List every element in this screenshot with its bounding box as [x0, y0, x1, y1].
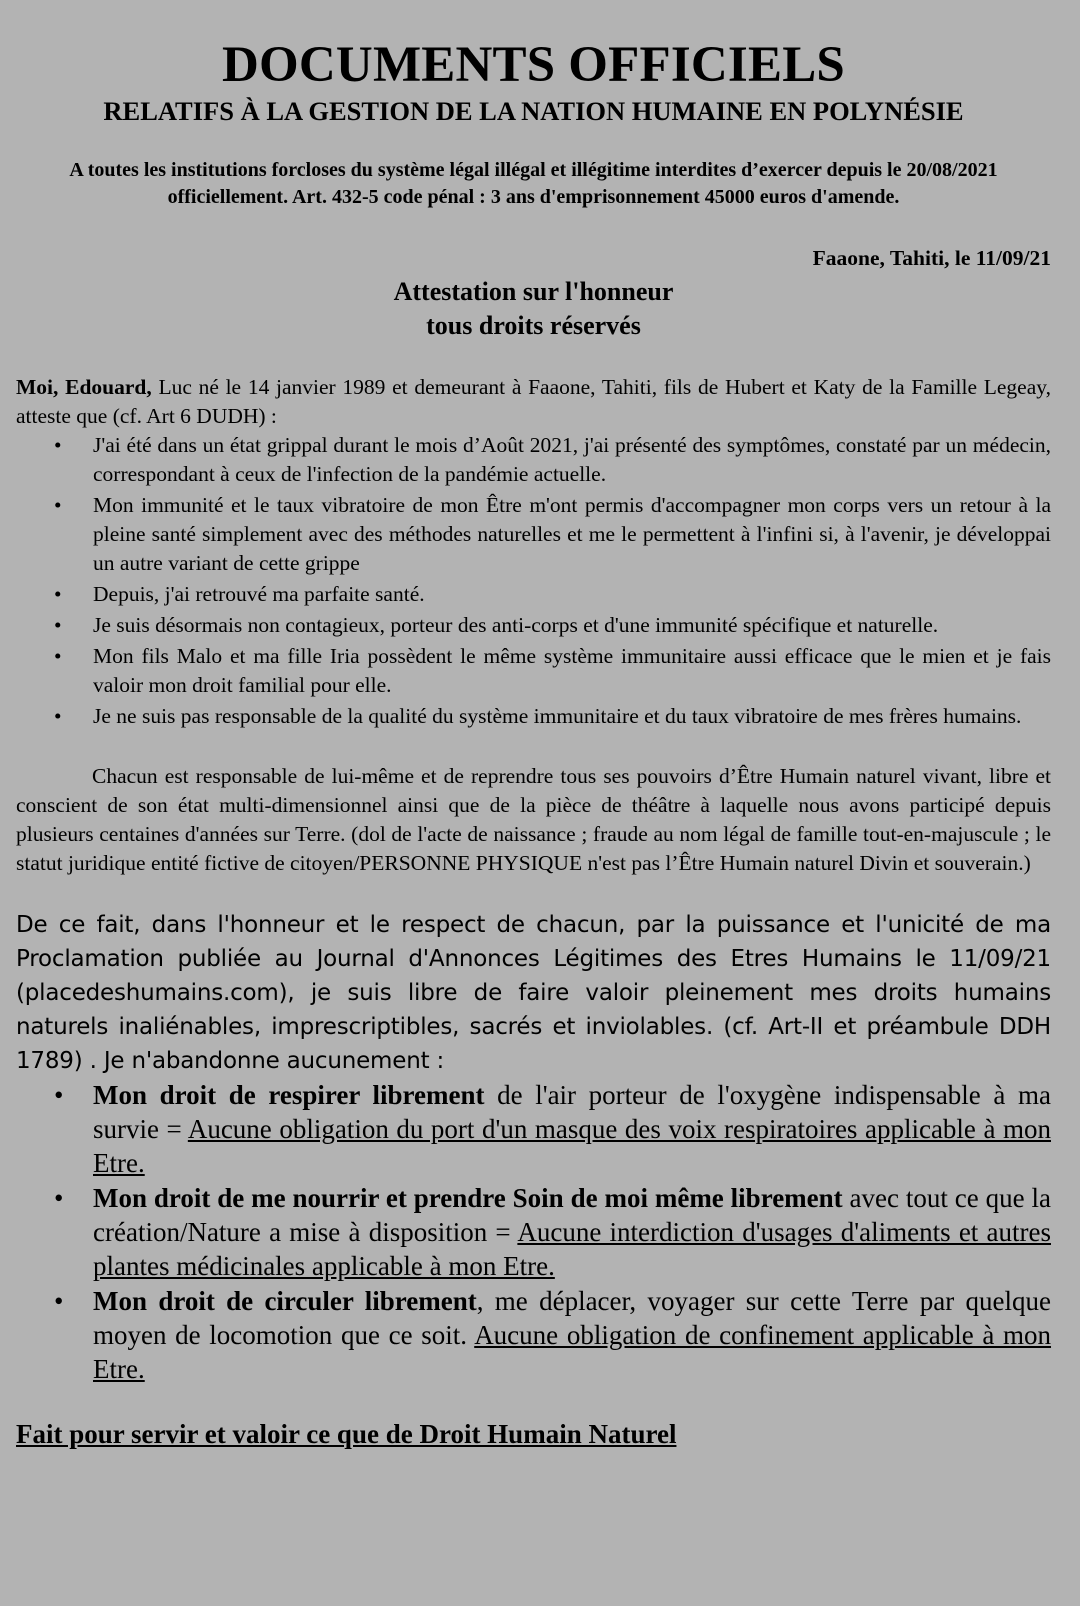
attestation-title-line1: Attestation sur l'honneur [393, 277, 674, 306]
proclamation-paragraph: De ce fait, dans l'honneur et le respect de chacun, par la puissance et l'unicité de ma Proclamation publiée au Journal d'Annonces Légitimes des Etres Humains le 11/09/21 (placedeshumains.com), je suis libre de faire valoir pleinement mes droits humains naturels inaliénables, imprescriptibles, sacrés et inviolables. (cf. Art-II et préambule DDH 1789) . Je n'abandonne aucunement : [16, 912, 1051, 1074]
bullet-icon: • [54, 1080, 64, 1110]
attestation-title-line2: tous droits réservés [426, 311, 641, 340]
right-text: de l'air porteur de l'oxygène indispensable à ma survie = [93, 1080, 1052, 1144]
bullet-icon: • [54, 582, 62, 606]
bullet-icon: • [54, 704, 62, 728]
list-item-text: Mon fils Malo et ma fille Iria possèdent le même système immunitaire aussi efficace que le mien et je fais valoir mon droit familial pour elle. [93, 644, 1051, 697]
right-text: , me déplacer, voyager sur cette Terre par quelque moyen de locomotion que ce soit. [93, 1286, 1051, 1350]
right-title: Mon droit de respirer librement [93, 1080, 485, 1110]
bullet-icon: • [54, 433, 62, 457]
list-item-text: Je ne suis pas responsable de la qualité du système immunitaire et du taux vibratoire de mes frères humains. [93, 704, 1022, 728]
declaration-list [16, 431, 1051, 731]
declaration-intro [16, 373, 1051, 431]
list-item-text: Je suis désormais non contagieux, porteur des anti-corps et d'une immunité spécifique et naturelle. [93, 613, 939, 637]
right-item-breathe [16, 1078, 1051, 1180]
bullet-icon: • [54, 1183, 64, 1213]
rights-list [16, 1078, 1051, 1386]
list-item [16, 611, 1051, 640]
notice-paragraph: A toutes les institutions forcloses du système légal illégal et illégitime interdites d’exercer depuis le 20/08/2021 officiellement. Art. 432-5 code pénal : 3 ans d'emprisonnement 45000 euros d'amende. [69, 159, 998, 208]
right-item-circulate [16, 1284, 1051, 1386]
declarant-name: Moi, Edouard, [16, 375, 152, 399]
list-item [16, 702, 1051, 731]
list-item-text: Mon immunité et le taux vibratoire de mon Être m'ont permis d'accompagner mon corps vers un retour à la pleine santé simplement avec des méthodes naturelles et me le permettent à l'infini si, à l'avenir, je développai un autre variant de cette grippe [93, 493, 1051, 575]
responsibility-paragraph: Chacun est responsable de lui-même et de reprendre tous ses pouvoirs d’Être Humain naturel vivant, libre et conscient de son état multi-dimensionnel ainsi que de la pièce de théâtre à laquelle nous avons participé depuis plusieurs centaines d'années sur Terre. (dol de l'acte de naissance ; fraude au nom légal de famille tout-en-majuscule ; le statut juridique entité fictive de citoyen/PERSONNE PHYSIQUE n'est pas l’Être Humain naturel Divin et souverain.) [16, 764, 1051, 875]
document-subtitle: RELATIFS À LA GESTION DE LA NATION HUMAINE EN POLYNÉSIE [103, 96, 964, 126]
bullet-icon: • [54, 1286, 64, 1316]
right-underlined-text: Aucune obligation de confinement applicable à mon Etre. [93, 1320, 1052, 1384]
right-underlined-text: Aucune obligation du port d'un masque des voix respiratoires applicable à mon Etre. [93, 1114, 1051, 1178]
right-underlined-text: Aucune interdiction d'usages d'aliments et autres plantes médicinales applicable à mon Etre. [93, 1217, 1051, 1281]
list-item [16, 491, 1051, 578]
right-text: avec tout ce que la création/Nature a mise à disposition = [93, 1183, 1051, 1247]
attestation-title [16, 275, 1051, 343]
closing-statement: Fait pour servir et valoir ce que de Droit Humain Naturel [16, 1419, 677, 1449]
document-title: DOCUMENTS OFFICIELS [222, 37, 845, 93]
right-item-nourish [16, 1181, 1051, 1283]
bullet-icon: • [54, 493, 62, 517]
list-item-text: J'ai été dans un état grippal durant le mois d’Août 2021, j'ai présenté des symptômes, constaté par un médecin, correspondant à ceux de l'infection de la pandémie actuelle. [93, 433, 1051, 486]
list-item [16, 580, 1051, 609]
declaration-intro-text: Luc né le 14 janvier 1989 et demeurant à Faaone, Tahiti, fils de Hubert et Katy de la Famille Legeay, atteste que (cf. Art 6 DUDH) : [16, 375, 1051, 428]
right-title: Mon droit de circuler librement [93, 1286, 477, 1316]
right-title: Mon droit de me nourrir et prendre Soin de moi même librement [93, 1183, 843, 1213]
place-date: Faaone, Tahiti, le 11/09/21 [812, 246, 1051, 270]
list-item-text: Depuis, j'ai retrouvé ma parfaite santé. [93, 582, 425, 606]
bullet-icon: • [54, 644, 62, 668]
bullet-icon: • [54, 613, 62, 637]
list-item [16, 431, 1051, 489]
list-item [16, 642, 1051, 700]
